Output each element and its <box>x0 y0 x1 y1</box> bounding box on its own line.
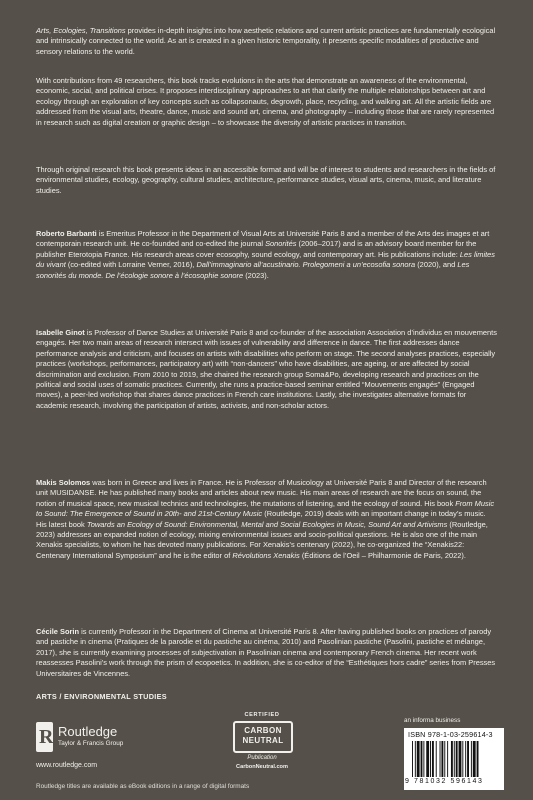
bio-text: (2023). <box>243 270 269 280</box>
intro-paragraph-1 <box>36 26 498 57</box>
bio-text: was born in Greece and lives in France. He is Professor of Musicology at Université Paris 8 and Director of the research unit MUSIDANSE. He has published many books and articles about new music. His main areas of research are the focus on sound, the notion of musical space, new musical technics and technologies, the mutations of listening, and the ecology of sound. His book <box>36 478 487 508</box>
barcode-bar <box>467 741 469 777</box>
barcode-bar <box>454 741 455 777</box>
author-name: Roberto Barbanti <box>36 229 97 238</box>
bio-italic: Dall’immaginario all’acustinario. Prolegomeni a un’ecosofia sonora <box>196 260 416 270</box>
routledge-mark-icon <box>36 722 53 752</box>
bio-italic: Sonorités <box>265 239 297 249</box>
routledge-logo <box>36 722 156 754</box>
isbn-barcode-box <box>404 728 504 790</box>
intro-text-2: With contributions from 49 researchers, this book tracks evolutions in the arts that demonstrate an awareness of the environmental, economic, social, and political crises. It proposes interdisciplinary approaches to art that clarify the multiple relationships between art and ecology through an exploration of key concepts such as collapsonauts, degrowth, place, recycling, and walking art. All the artistic fields are addressed from the visual arts, theatre, dance, music and sound art, cinema, and photography – including those that are rarely represented in research such as digital creation or graphic design – to showcase the diversity of artistic practices in transition. <box>36 76 495 127</box>
bio-italic: Les limites du vivant <box>36 249 496 270</box>
bio-text: is Emeritus Professor in the Department of Visual Arts at Université Paris 8 and a member of the Arts des images et art contemporain research unit. He co-founded and co-edited the journal <box>36 229 490 249</box>
barcode-bar <box>462 741 463 777</box>
barcode-bar <box>447 741 448 777</box>
bio-text: (Éditions de l’Oeil – Philharmonie de Paris, 2022). <box>299 550 466 560</box>
barcode-digits: 9 781032 596143 <box>405 778 484 785</box>
barcode-bar <box>444 741 445 777</box>
bio-cecile-sorin <box>36 627 498 679</box>
barcode-bar <box>432 741 434 777</box>
neutral-label: NEUTRAL <box>242 736 284 745</box>
ebook-note: Routledge titles are available as eBook editions in a range of digital formats <box>36 783 250 790</box>
bio-text: is currently Professor in the Department of Cinema at Université Paris 8. After having published books on practices of parody and pastiche in cinema (Pratiques de la parodie et du pastiche au cinéma, 2010) and Pasolinian pastiche (Pasolini, pastiche et mélange, 2017), she is currently examining processes of subjectivation in Pasolinian cinema and contemporary French cinema. Her recent work reassesses Pasolini’s work through the prism of ecopoetics. In addition, she is co-editor of the “Esthétiques hors cadre” series from Presses Universitaires de Vincennes. <box>36 627 496 678</box>
bio-text: (Routledge, 2023) addresses an expanded notion of ecology, mixing environmental issues and socio-political questions. He is also one of the main Xenakis specialists, to whom he has devoted many publications. For Xenakis’s centenary (2022), he co-organized the “Xenakis22: Centenary International Symposium” and he is the editor of <box>36 519 488 560</box>
barcode-bar <box>436 741 437 777</box>
publisher-url: www.routledge.com <box>36 762 98 769</box>
barcode-bar <box>421 741 423 777</box>
intro-text-3: Through original research this book presents ideas in an accessible format and will be of interest to students and researchers in the fields of environmental studies, ecology, geography, cultural studies, architecture, performance studies, visual arts, cinema, music, and literature studies. <box>36 165 496 195</box>
intro-text-1: provides in-depth insights into how aesthetic relations and current artistic practices are fundamentally ecological and intrinsically connected to the world. As art is created in a given historic temporality, it presents specific modalities of productive and sensory relations to the world. <box>36 26 496 56</box>
author-name: Isabelle Ginot <box>36 328 85 337</box>
bio-italic: From Music to Sound: The Emergence of Sound in 20th- and 21st-Century Music <box>36 498 495 519</box>
bio-makis-solomos <box>36 478 498 561</box>
barcode-bar <box>441 741 443 777</box>
bio-text: (co-edited with Lorraine Verner, 2016), <box>65 260 197 270</box>
barcode-bar <box>417 741 420 777</box>
barcode-bar <box>456 741 458 777</box>
barcode-bar <box>459 741 462 777</box>
barcode-bar <box>465 741 466 777</box>
carbon-neutral-badge <box>227 712 297 778</box>
author-name: Cécile Sorin <box>36 627 79 636</box>
bio-roberto-barbanti <box>36 229 498 281</box>
bio-text: (Routledge, 2019) deals with an important change in today’s music. His latest book <box>36 509 486 529</box>
barcode-bar <box>415 741 416 777</box>
carbon-label: CARBON <box>244 726 282 735</box>
intro-paragraph-2 <box>36 76 498 128</box>
barcode-bar <box>430 741 431 777</box>
bio-italic: Les sonorités du monde. De l’écologie sonore à l’écosophie sonore <box>36 260 470 280</box>
barcode-icon <box>412 741 500 777</box>
intro-paragraph-3 <box>36 165 498 196</box>
bio-italic: Towards an Ecology of Sound: Environmental, Mental and Social Ecologies in Music, Sound Art and Artivisms <box>86 519 448 529</box>
informa-business-label: an informa business <box>404 717 461 724</box>
bio-text: is Professor of Dance Studies at Université Paris 8 and co-founder of the association Association d’individus en mouvements engagés. Her two main areas of research intersect with issues of vulnerability and difference in dance. The first addresses dance performance analysis and criticism, and focuses on artists with disabilities who perform on stage. The second analyses practices, especially practices (workshops, performances, participatory art) with “non-dancers” who have disabilities, are ageing, or are affected by social discrimination and exclusion. From 2010 to 2019, she chaired the research group Soma&Po, developing research and practices on the political and social uses of somatic practices. Currently, she runs a practice-based seminar entitled “Mouvements engagés” (Engaged moves), a peer-led workshop that shares dance practices in French care institutions. Lastly, she investigates alternative formats for academic research, involving the participation of artists, activists, and non-scholar actors. <box>36 328 497 410</box>
author-name: Makis Solomos <box>36 478 91 487</box>
subject-category: ARTS / ENVIRONMENTAL STUDIES <box>36 692 167 701</box>
routledge-mark-letter: R <box>39 726 54 748</box>
barcode-bar <box>440 741 441 777</box>
book-title: Arts, Ecologies, Transitions <box>36 26 126 35</box>
barcode-bar <box>426 741 429 777</box>
bio-text: (2020), and <box>415 260 458 270</box>
isbn-number: ISBN 978-1-03-259614-3 <box>408 730 493 739</box>
publisher-group: Taylor & Francis Group <box>58 740 124 747</box>
publisher-name: Routledge <box>58 724 118 739</box>
barcode-bar <box>473 741 476 777</box>
bio-italic: Révolutions Xenakis <box>232 550 300 560</box>
barcode-bar <box>412 741 413 777</box>
bio-text: (2006–2017) and is an advisory board member for the publisher Eterotopia France. His research areas cover ecosophy, sound ecology, and contemporary art. His publications include: <box>36 239 477 259</box>
publication-label: Publication <box>247 755 277 761</box>
barcode-bar <box>477 741 479 777</box>
carbon-url: CarbonNeutral.com <box>236 764 288 770</box>
bio-isabelle-ginot <box>36 328 498 411</box>
barcode-bar <box>471 741 472 777</box>
barcode-bar <box>451 741 453 777</box>
carbon-neutral-box <box>233 721 293 753</box>
certified-label: CERTIFIED <box>244 712 280 718</box>
barcode-bar <box>423 741 424 777</box>
